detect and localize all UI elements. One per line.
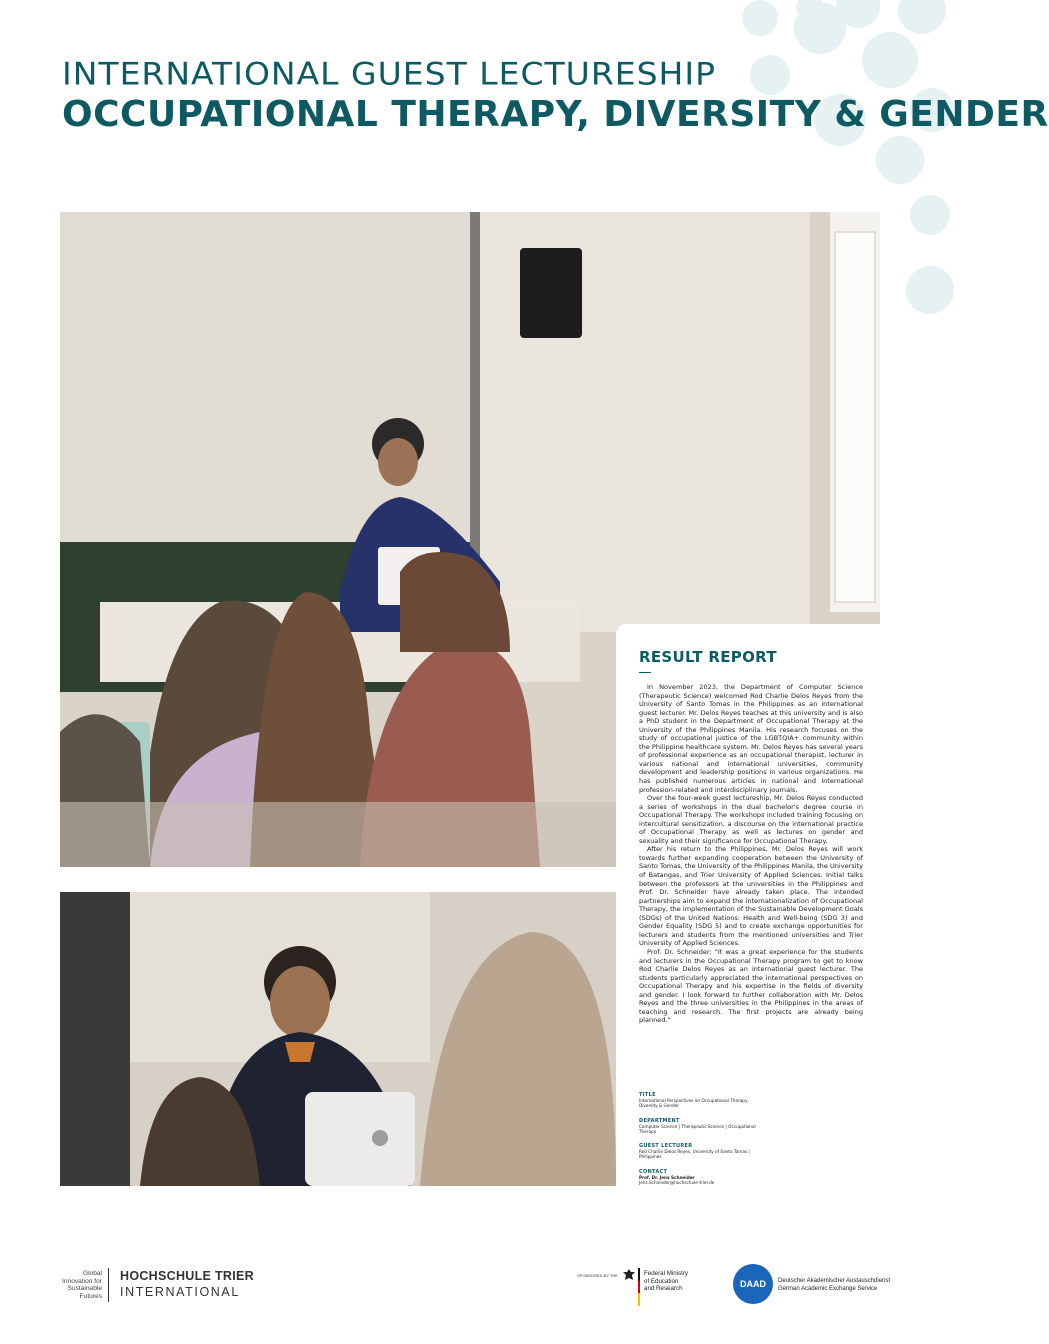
report-paragraph-2: Over the four-week guest lectureship, Mr. Delos Reyes conducted a series of workshops in the dual bachelor's degree course in Occupational Therapy. The workshops included training focusing on intercultural sensitization, a discourse on the international practice of Occupational Therapy as well as lectures on gender and sexuality and their significance for Occupational Therapy. — [639, 794, 863, 845]
global-innovation-tagline — [60, 1270, 102, 1300]
meta-lecturer-label: GUEST LECTURER — [639, 1143, 693, 1149]
meta-guest-lecturer — [639, 1143, 759, 1160]
daad-line-1: Deutscher Akademischer Austauschdienst — [778, 1278, 891, 1284]
result-report-heading: RESULT REPORT — [639, 648, 777, 666]
meta-title — [639, 1092, 759, 1109]
meta-contact — [639, 1169, 759, 1186]
tagline-line-3: Sustainable — [67, 1285, 102, 1293]
report-paragraph-1: In November 2023, the Department of Computer Science (Therapeutic Science) welcomed Rod Charlie Delos Reyes from the University of Santo Tomas in the Philippines as an international guest lecturer. Mr. Delos Reyes teaches at this university and is also a PhD student in the Department of Occupational Therapy at the University of the Philippines Manila. His research focuses on the study of occupational justice of the LGBTQIA+ community within the Philippine healthcare system. Mr. Delos Reyes has several years of professional experience as an occupational therapist, lecturer in various national and international universities, community development and leadership positions in various organizations. He has published numerous articles in national and international profession-related and interdisciplinary journals. — [639, 683, 863, 794]
bmbf-line-1: Federal Ministry — [644, 1270, 689, 1277]
meta-title-value: International Perspectives on Occupational Therapy, Diversity & Gender — [639, 1098, 749, 1109]
result-report-body — [639, 683, 863, 1025]
hochschule-trier-name: HOCHSCHULE TRIER — [120, 1269, 254, 1283]
tagline-line-1: Global — [82, 1270, 102, 1277]
tagline-line-4: Futures — [79, 1292, 102, 1300]
smiling-lecturer-photo — [60, 892, 616, 1186]
german-flag-stripe — [638, 1268, 640, 1306]
heading-underline — [639, 672, 651, 673]
report-paragraph-4: Prof. Dr. Schneider: "It was a great experience for the students and lecturers in the Occupational Therapy program to get to know Rod Charlie Delos Reyes as an international guest lecturer. The students particularly appreciated the international perspectives on Occupational Therapy and his expertise in the fields of diversity and gender. I look forward to further collaboration with Mr. Delos Reyes and the three universities in the Philippines in the areas of teaching and research. The first projects are already being planned." — [639, 947, 863, 1025]
international-label: INTERNATIONAL — [120, 1285, 240, 1299]
bmbf-line-2: of Education — [644, 1277, 679, 1285]
meta-title-label: TITLE — [639, 1092, 656, 1098]
logo-divider — [108, 1268, 109, 1302]
daad-line-2: German Academic Exchange Service — [778, 1285, 878, 1292]
daad-logo: DAAD — [733, 1264, 773, 1304]
daad-name — [778, 1278, 890, 1293]
tagline-line-2: Innovation for — [62, 1277, 102, 1285]
report-paragraph-3: After his return to the Philippines, Mr. Delos Reyes will work towards further expanding cooperation between the University of Santo Tomas, the University of the Philippines Manila, the University of Batangas, and Trier University of Applied Sciences. Initial talks between the professors at the universities in the Philippines and Prof. Dr. Schneider have already taken place. The intended partnerships aim to expand the internationalization of Occupational Therapy, the implementation of the Sustainable Development Goals (SDGs) of the United Nations: Health and Well-being (SDG 3) and Gender Equality (SDG 5) and to create exchange opportunities for lecturers and students from the mentioned universities and Trier University of Applied Sciences. — [639, 845, 863, 948]
contact-name: Prof. Dr. Jens Schneider — [639, 1175, 695, 1180]
contact-email[interactable]: Jens.Schneider@hochschule-trier.de — [639, 1180, 715, 1186]
title-line-1: INTERNATIONAL GUEST LECTURESHIP — [62, 54, 716, 93]
meta-contact-label: CONTACT — [639, 1169, 668, 1175]
meta-department-label: DEPARTMENT — [639, 1118, 680, 1124]
meta-department-value: Computer Science | Therapeutic Science | Occupational Therapy — [639, 1124, 756, 1135]
sponsored-by-label: SPONSORED BY THE — [577, 1273, 618, 1278]
meta-lecturer-value: Rod Charlie Delos Reyes, University of Santo Tomas | Philippines — [639, 1149, 750, 1160]
bmbf-logo-text — [644, 1270, 688, 1293]
title-line-2: OCCUPATIONAL THERAPY, DIVERSITY & GENDER — [62, 94, 1049, 135]
bmbf-line-3: and Research — [644, 1285, 683, 1292]
federal-eagle-icon — [622, 1268, 636, 1282]
meta-department — [639, 1118, 759, 1135]
